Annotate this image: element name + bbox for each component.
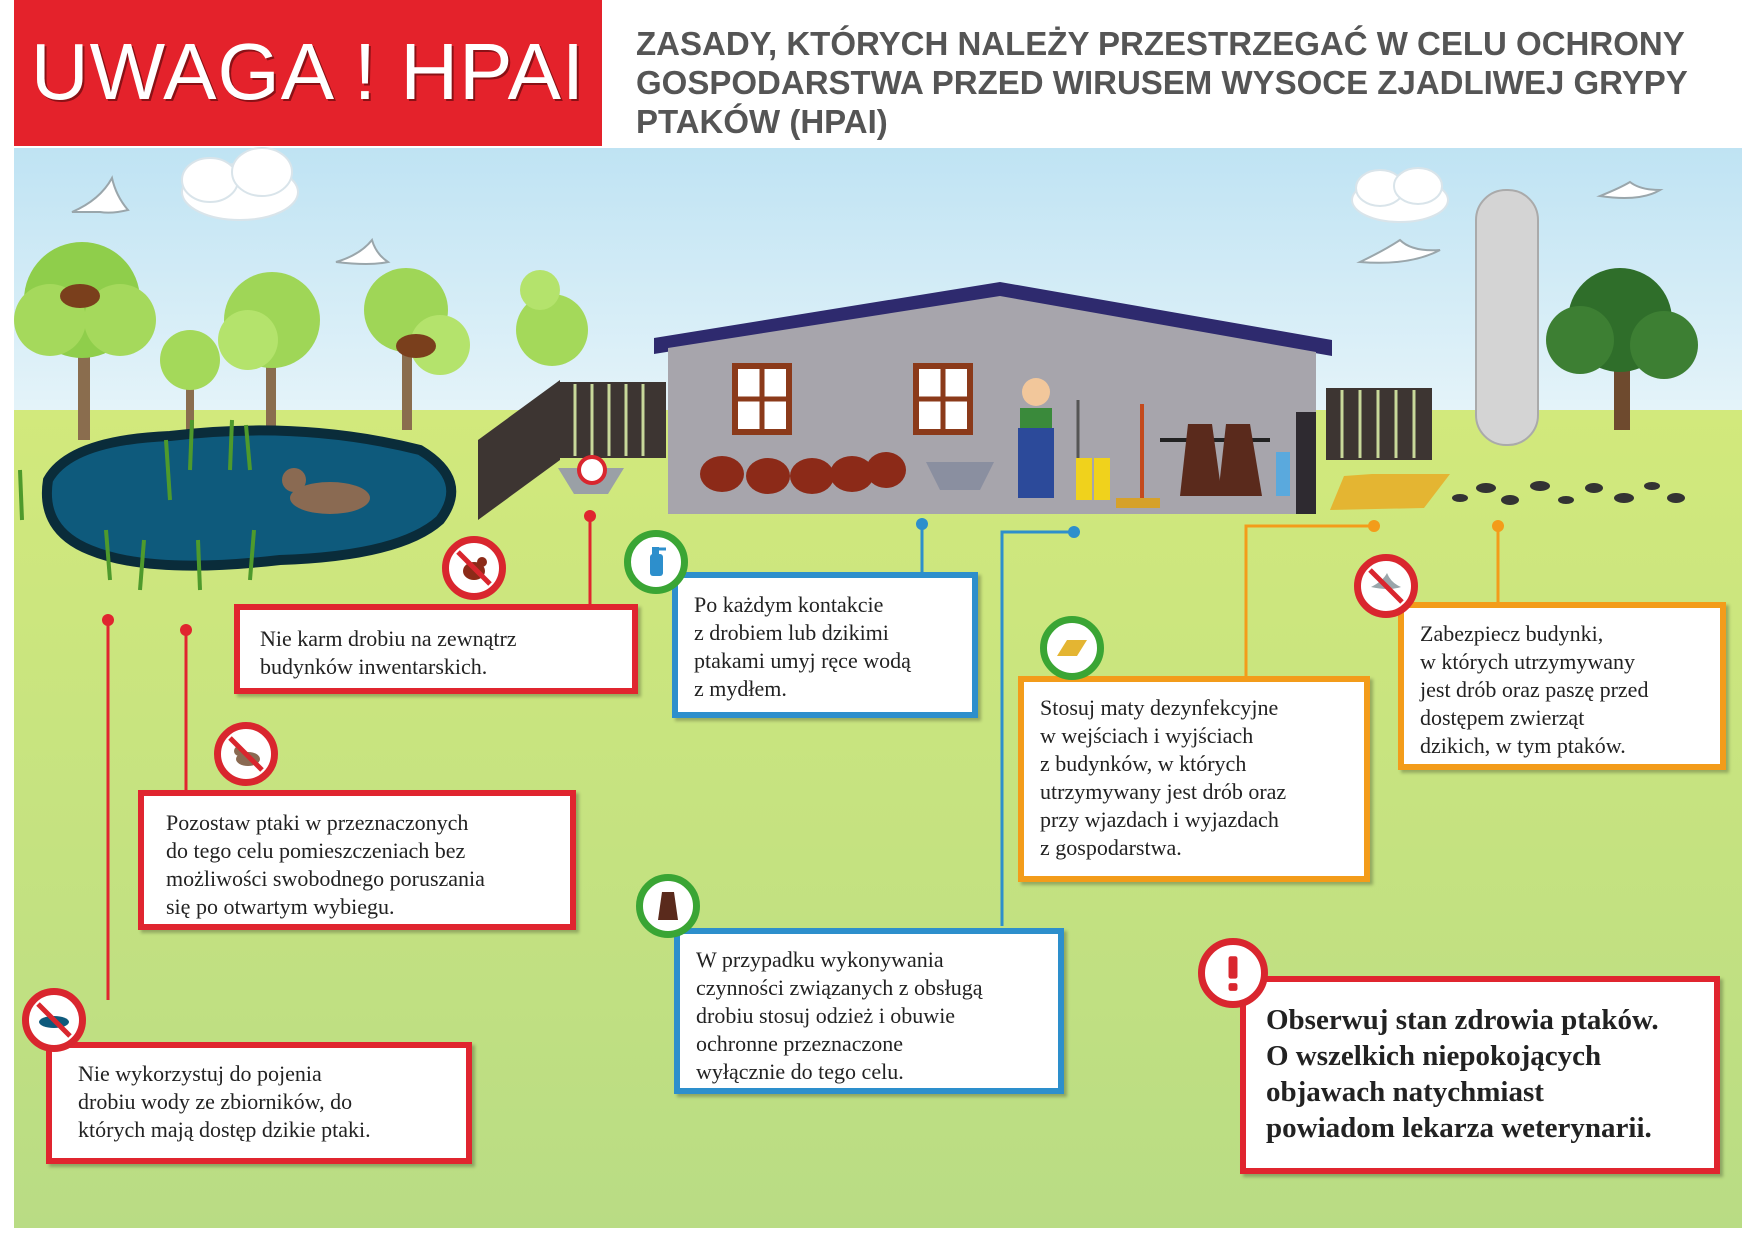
rule-box-wash-hands: Po każdym kontakcie z drobiem lub dzikimi ptakami umyj ręce wodą z mydłem. bbox=[672, 572, 978, 718]
exclamation-icon bbox=[1198, 938, 1268, 1008]
rule-box-no-outdoor-feeding: Nie karm drobiu na zewnątrz budynków inwentarskich. bbox=[234, 604, 638, 694]
rule-box-keep-birds-indoors: Pozostaw ptaki w przeznaczonych do tego celu pomieszczeniach bez możliwości swobodnego poruszania się po otwartym wybiegu. bbox=[138, 790, 576, 930]
soap-bottle-icon bbox=[624, 530, 688, 594]
disinfection-mat-icon bbox=[1040, 616, 1104, 680]
no-wild-bird-icon bbox=[1354, 554, 1418, 618]
page-title: ZASADY, KTÓRYCH NALEŻY PRZESTRZEGAĆ W CELU OCHRONY GOSPODARSTWA PRZED WIRUSEM WYSOCE ZJADLIWEJ GRYPY PTAKÓW (HPAI) bbox=[636, 25, 1688, 140]
rule-box-secure-buildings: Zabezpiecz budynki, w których utrzymywany jest drób oraz paszę przed dostępem zwierząt dzikich, w tym ptaków. bbox=[1398, 602, 1726, 770]
rule-box-water-sources: Nie wykorzystuj do pojenia drobiu wody ze zbiorników, do których mają dostęp dzikie ptaki. bbox=[46, 1042, 472, 1164]
rule-box-protective-clothing: W przypadku wykonywania czynności związanych z obsługą drobiu stosuj odzież i obuwie ochronne przeznaczone wyłącznie do tego celu. bbox=[674, 928, 1064, 1094]
no-chicken-icon bbox=[442, 536, 506, 600]
warning-banner bbox=[14, 0, 602, 146]
no-duck-icon bbox=[214, 722, 278, 786]
warning-title: UWAGA ! HPAI bbox=[30, 27, 586, 116]
rule-box-disinfection-mats: Stosuj maty dezynfekcyjne w wejściach i wyjściach z budynków, w których utrzymywany jest drób oraz przy wjazdach i wyjazdach z gospodarstwa. bbox=[1018, 676, 1370, 882]
apron-icon bbox=[636, 874, 700, 938]
no-pond-icon bbox=[22, 988, 86, 1052]
rule-box-observe-health: Obserwuj stan zdrowia ptaków. O wszelkich niepokojących objawach natychmiast powiadom lekarza weterynarii. bbox=[1240, 976, 1720, 1174]
